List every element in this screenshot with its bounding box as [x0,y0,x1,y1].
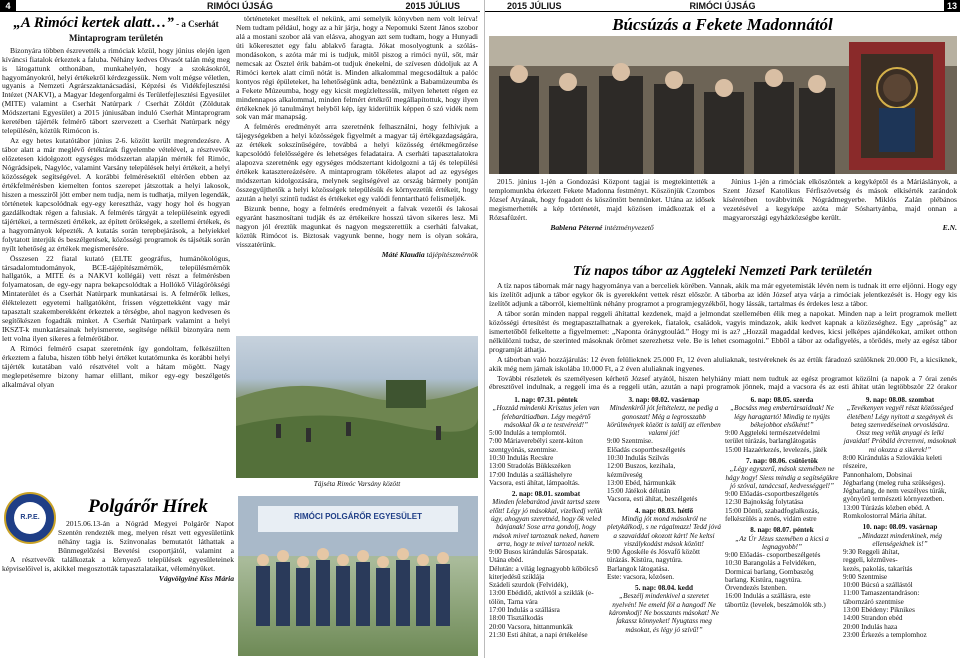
schedule-item: 20:00 Vacsora, hittanmunkák [489,622,573,631]
schedule-item: 21:30 Esti áhítat, a napi értékelése [489,630,588,639]
schedule-item: 9:30 Reggeli áhítat, [843,548,900,557]
paragraph: További részletek és személyesen kérhető József atyától, hiszen helyhiány miatt nem tudtuk az egész programot közölni (a napok a 7 órai zenés ébresztővel indulnak, a reggeli ima és a reggeli után, azután a napi programok jönnek, majd a vacsora és az esti áhítat után legtöbbször 22 órakor [489,373,957,392]
schedule-item: 23:00 Érkezés a templomhoz [843,630,927,639]
madonna-title: Búcsúzás a Fekete Madonnától [612,15,833,34]
signature-role: tájépítészmérnök [426,249,478,259]
schedule-column-1 [489,396,603,656]
schedule-day [843,396,957,520]
paragraph: Június 1-jén a rimóciak elköszöntek a kegyképtől és a Máriáslányok, a Szent József Katolikus Férfiszövetség és mások elkísérték zarándok kíséretében továbbvitték Nógrádmegyerbe. Miklós Zalán plébános vezetésével a kegyképe azóta már Sóshartyánba, majd onnan a magyarországi egyházközségbe került. [723,178,957,222]
paragraph: 2015. június 1-jén a Gondozási Központ tagjai is megtekintették a templomunkba érkezett Fekete Madonna festményt. Köszönjük Czombos József Atyának, hogy fogadott és köszöntött bennünket. Utána az idősek megismerhették a kép történetét, majd közösen imádkoztak el a Rózsafüzért. [489,178,715,222]
schedule-day [843,523,957,639]
day-motto: „Az Úr Jézus szemében a kicsi a legnagyobb!” [735,534,829,551]
polgaror-group-photo [238,496,478,656]
camp-text [489,282,957,392]
schedule-item: barlang. Kistúra, nagytúra. [725,575,802,584]
schedule-item: Jégbarlang (meleg ruha szükséges). [843,478,946,487]
schedule-item: 5:00 Indulás a templomtól. [489,429,567,438]
day-title: 1. nap: 07.31. péntek [514,396,578,404]
schedule-item: Barlangok látogatása. [607,564,670,573]
photo-banner: RIMÓCI POLGÁRŐR EGYESÜLET [293,512,422,521]
paragraph: A résztvevők találkoztak a környező települések egyesületeinek képviselőivel is, akikkel megosztották tapasztalataikat, véleményüket. [2,556,234,573]
schedule-item: 10:30 Barangolás a Felvidéken, [725,559,817,568]
day-motto: Minden felebarátod javát tartsd szem előtt! Légy jó másokkal, vizelkedj velük úgy, ahogyan szeretnéd, hogy ők veled bánjanak! Sose arra gondolj, hogy mások mivel tartoznak neked, hanem arra, hogy te mivel tartozol nekik. [489,498,603,548]
schedule-day [725,457,839,523]
schedule-day [607,584,721,634]
header-title: RIMÓCI ÚJSÁG [689,1,756,11]
page-number: 4 [0,0,16,12]
schedule-item: 17:00 Indulás a szállásra [489,606,560,615]
schedule-item: Este: vacsora, közösen. [607,572,675,581]
article-title-tail: - a Cserhát Mintaprogram területén [68,19,219,43]
schedule-item: 10:30 Indulás Recskre [489,453,554,462]
schedule-item: 14:00 Strandon ebéd [843,614,903,623]
schedule-item: kézműveség [607,470,643,479]
schedule-day [489,490,603,639]
header-date: 2015 JÚLIUS [507,1,562,11]
schedule-item: 16:00 Indulás a szállásra, este [725,592,811,601]
day-title: 2. nap: 08.01. szombat [511,490,581,499]
schedule-item: 15:00 Hazaérkezés, levelezés, játék [725,445,827,454]
paragraph: A Rimóci felmérő csapat szeretnénk így gondoltam, felkészülten érkeztem a faluba, hiszen több helyi értéket kutatómunka és korábbi helyi tájérték kutatában való résztvétel volt a hátam mögött. Nagy meglepetésemre bizony hamar elillant, mikor egy-egy beszélgetés alkalmával olyan [2,344,230,389]
paragraph: Az egy hetes kutatótábor június 2-6. között került megrendezésre. A tábor alatt a már meglévő értéktárak figyelembe vételével, a résztvevők előzetesen kidolgozott egységes módszertan alapján mérték fel Rimóc, Nógrádsipek, Nagylóc, valamint Varsány települések helyi értékeit, a helyi közösségek segítségével. A korábbi felmérésektől eltérően ebben az értékfelmérésben kiemelten fontos szerepet játszottak a helyi lakosok, hiszen a messziről jött ember nem tudja, nem is tudhatja, milyen legendák, történetek kapcsolódnak egy-egy keresztház, vagy hogy hol és hogyan gazdálkodtak régen a falusiak. A felmérés tárgyát a településeink egyedi tájértékei, a természeti értékek, az épített örökségek, a szellemi értékek, és a hagyományok képezték. A kutatás során terepbejárások, a helyiekkel folytatott interjúk és beszélgetések, közösségi programok és tájséták során nyílt lehetőség az értékek megismerésére. [2,136,230,253]
paragraph: A tíz napos tábornak már nagy hagyománya van a berceliek körében. Vannak, akik ma már egyetemisták lévén nem is tudnak itt erre eljönni. Hogy egy kis ízelítőt adjunk a tábor egykor ők is gyerekként vettek részt először. A táborba az idén József atya várja a rimóciak jelentkezését is. Hogy egy kis ízelítőt adjunk a táborról, kiemeltünk néhány programot a programjegyzékből, hogy lássák, tartalmas és érdekes lesz a tábor. [489,282,957,308]
schedule-item: 15:00 Döntő, szabadfoglalkozás, [725,506,820,515]
schedule-item: felkészülés a zenés, vidám estre [725,514,817,523]
polgaror-intro [58,520,234,556]
day-title: 9. nap: 08.08. szombat [865,396,935,404]
schedule-item: 13:00 Ebédeny: Piknikes [843,606,915,615]
schedule-item: reggeli, kézműves- [843,556,898,565]
schedule-item: 10:00 Búcsú a szállástól [843,581,913,590]
paragraph: A táborban való hozzájárulás: 12 éven felülieknek 25.000 Ft, 12 éven aluliaknak, testvéreknek és az értük fáradozó szülőknek 20.000 Ft, a kicsiknek, akik még nem járnak iskolába 10.000 Ft, a 2 éven aluliaknak ingyenes. [489,354,957,373]
schedule-item: 13:00 Ebédidő, aktívtól a sziklák (e- [489,589,594,598]
schedule-item: 7:00 Máriaverebélyi szent-kúton szentgyónás, szentmise. [489,437,583,454]
right-page [484,0,960,658]
schedule-item: Jégbarlang, de nem veszélyes túrák, [843,487,947,496]
day-motto: „Hozzád mindenki Krisztus jelen van felebarátiadban. Légy megértő másokkal ők a te testvéreid!” [492,404,600,429]
madonna-text-left [489,178,715,260]
polgaror-logo [4,492,56,544]
paragraph: A tábor során minden nappal reggeli áhítattal kezdenek, majd a jelmondat szellemében élik meg a napokat. Minden nap a leírt programok mellett közösségi értesítést és megtapasztalhatnak a gyerekek, fiatalok, családok, vagyis mindazok, akik kedvet kapnak a közözséghez. Egy „apróság” az ismertetőből felkeltette a figyelmemet: „Naponta óránygtoulád.” Hogy mi is az? „Hozzál magaddal kedves, kicsi jelképes ajándékokat, amiket otthon nélkülözni tudsz, de szerinted másoknak örömet szerezhetsz vele. Be is lehet csomagolni.” Ebből a tábor az odafigyelés, a törődés, mely az egész tábor programját áthatja. [489,308,957,354]
header-title: RIMÓCI ÚJSÁG [206,1,273,11]
schedule-item: Előadás csoportbeszélgetés [607,445,686,454]
article-column-1 [2,15,230,487]
schedule-item: 9:00 Szentmise. [607,437,653,446]
schedule-item: 10:30 Indulás Szilvás [607,453,669,462]
schedule-item: Délután: a világ legnagyobb kőbölcső kiterjedésű sziklája [489,564,598,581]
schedule-item: 9:00 Ágoskéle és Jósvafő között [607,548,701,557]
schedule-day [489,396,603,487]
article-title [2,15,230,44]
day-motto: „Légy egyszerű, mások szemében ne hágy hogy! Siess mindig a segítségükre jó szóval, tanáccsal, kedvességgel!” [725,465,839,490]
day-motto: „Tevékenyen vegyél részt közösséged életében! Légy nyitott a szegények és beteg szenvedéseinek orvoslására. Ossz meg velük anyagi és lelki javaidat! Próbáld ércrenvni, másoknak mi okozza a sikerek!” [843,404,957,454]
schedule-item: 13:00 Túrázás közben ebéd. A [843,503,931,512]
schedule-item: terület túrázás, barlanglátogatás [725,437,817,446]
hike-photo-art [236,336,478,478]
signature-name: Bablena Péterné [550,222,603,232]
day-title: 6. nap: 08.05. szerda [750,396,814,404]
paragraph: Bizunk benne, hogy a felmérés eredményeit a falvak vezetői és lakosai egyaránt hasznosítani tudják és az értékeikre hosszú távon sikeres lesz. Mi nagyon jól éreztük magunkat és nagyon megszerettük a cserháti falvakat, köztük Rimócot is. Biztosak vagyunk benne, hogy nem is olyan sokára, visszatérünk. [236,204,478,249]
day-motto: „Bocsáss meg embertársaidnak! Ne légy haragtartó! Mindig te nyújts békejobbot elsőként!” [730,404,834,429]
photo-caption: Tájséta Rimóc Varsány között [313,479,401,488]
paragraph: történeteket meséltek el nekünk, ami semelyik könyvben nem volt leírva! Nem tudtam például, hogy az a hír járja, hogy a Nepomuki Szent János szobor alá a mostani szobor alá van elásva, ahogyan azt sem tudtam, hogy a Hunyadi úti kőkeresztet egy falu ablakvő faragta. Jókat mosolyogtunk a szólás-mondásokon, s azóta már mi is tudjuk, mitől piszog a rimóci nyúl, sőt, már nemcsak az Ösztel érik babám-ot tudjuk énekelni, de szívesen dúdoljuk az A Rimóci kertek alatt című nótát is. Minden alkalommal megcsodáltuk a palóc kontyos régi épületeket, ha lehetőségünk adta, benéztünk a Babamúzeumba és a Fekete Múzeumba, hogy egy kicsit megízleltessük, milyen lehetett régen ez mindennapos alkalommal, minden felmért értékről megállapítottuk, hogy ilyen értékeknek jó tanulmányt helyből kép, így kiderültük képpen ő szó vidék nem sok van már manapság. [236,15,478,122]
schedule-item: 9:00 Aggteleki természetvédelmi [725,429,821,438]
schedule-item: 8:00 Kirándulás a Szlovákia keleti részeire, [843,453,943,471]
schedule-day [725,526,839,609]
signature [236,251,478,260]
schedule-item: kezés, pakolás, takarítás [843,564,913,573]
paragraph: 2015.06.13-án a Nógrád Megyei Polgárőr Napot Szentén rendezték meg, melyen részt vett egyesületünk néhány tagja is. Színvonalas bemutatót láthattak a Bűnmegelőzési Bevetési csoportjától, valamint a [58,520,234,555]
paragraph: Bizonyára többen észrevették a rimóciak közül, hogy június elején igen kíváncsi fiatalok érkeztek a faluba. Néhány kedves Olvasót talán még meg is látogattunk otthonában, munkahelyén, hogy a szokásokról, hagyományokról, helyi értékekről kérdezgessük. Nem volt mégse véletlen, ugyanis a Nemzeti Agrárszaktanácsadási, Képzési és Vidékfejlesztési Intézet (NAKVI), a Magyar Idegenforgalmi és Területfejlesztési Egyesület (MITE) valamint a Cserhát Natúrpark / Cserhát Zöldút (Zöldutak Módszertani Egyesület) a 2015 júniusában induló Cserhát Mintaprogram keretében tájérték felmérő tábort szervezett a Cserhát Natúrpark négy településén, köztük Rimócon is. [2,45,230,136]
page-number: 13 [944,0,960,12]
schedule-column-2 [607,396,721,656]
schedule-item: gyönyörű természeti környezetben. [843,495,945,504]
header-date: 2015 JÚLIUS [405,1,460,11]
schedule-item: tábornzáró szentmise [843,597,904,606]
schedule-column-3 [725,396,839,656]
polgaror-body [2,556,234,656]
schedule-item: tábortűz (levelek, beszámolók stb.) [725,600,826,609]
schedule-item: 12:00 Buszos, kezihala, [607,462,676,471]
schedule-item: Vacsora, esti áhítat, beszélgetés [607,495,698,504]
schedule-item: 11:00 Tamaszentandráson: [843,589,920,598]
day-title: 3. nap: 08.02. vasárnap [628,396,700,404]
polgaror-title: Polgárőr Hírek [88,496,208,517]
signature-role: intézményvezető [604,222,654,232]
page-header [485,0,960,12]
schedule-item: Romkolostorral Mária áhítat. [843,511,927,520]
article-column-2 [236,15,478,333]
paragraph: Összesen 22 fiatal kutató (ELTE geográfus, humánökológus, társadalomtudományok, BCE-tájépítészmérnök, településmérnök hallgatók, a MITE és a NAKVI kollégái) vett részt a felmérésben folyamatosan, de egy-egy napra bekapcsolódtak a Hollókő Világörökségi Mintaterület és a Cserhát Natúrpark munkatársai is. A felmérők lelkes, éléktelezett egyetemi hallgatóként, frissen végzettekként vagy már tapasztalt szakemberekként érkeztek a térségbe, ahol nagyon kedvesen és segítőkészen fogadták minket. A Cserhát Natúrpark valamint a helyi IKSZT-k munkatársainak helyismerete, segítsége nélkül bizonyára nem lett volna ilyen sikeres a felmérőtábor. [2,253,230,344]
day-motto: Mindenkiről jót feltételezz, ne pedig a gonoszat! Még a legrosszabb körülmények között is találj az ellenben valami jót! [607,404,721,438]
schedule-item: 9:00 Előadás-csoportbeszélgetés [725,490,819,499]
day-title: 5. nap: 08.04. kedd [635,584,693,593]
schedule-item: 20:00 Indulás haza [843,622,898,631]
schedule-item: 15:00 Játékok délután [607,487,671,496]
schedule-item: 17:00 Indulás a szálláshelyre [489,470,573,479]
day-title: 4. nap: 08.03. hétfő [634,506,694,515]
day-title: 8. nap: 08.07. péntek [750,526,814,535]
day-title: 7. nap: 08.06. csütörtök [746,456,818,465]
schedule-item: Dormicai barlang, Gombaszög [725,567,814,576]
schedule-item: 9:00 Szentmise [843,572,888,581]
schedule-item: 12:30 Bajnokság folytatása [725,498,804,507]
camp-title: Tíz napos tábor az Aggteleki Nemzeti Park területén [572,264,873,279]
schedule-item: Szádeli szurdok (Felvidék), [489,581,569,590]
madonna-text-right [723,178,957,260]
schedule-item: 13:00 Stradolás Bükkszéken [489,462,571,471]
schedule-item: 9:00 Busos kirándulás Sárospatak. Utána ebéd. [489,548,589,565]
schedule-item: 18:00 Tisztálkodás [489,614,544,623]
schedule-item: Örvendezés Istenben. [725,584,787,593]
logo-inner-text: R.P.E. [14,502,46,534]
schedule-item: 9:00 Előadás- csoportbeszélgetés [725,551,821,560]
day-motto: „Beszélj mindenkivel a szeretet nyelvén! Ne emeld föl a hangod! Ne káromkodj! Ne bosszants másokat! Ne fakassz könnyeket! Nyugtass meg másokat, és légy jó szívű!” [609,592,719,634]
paragraph: A felmérés eredményét arra szeretnénk felhasználni, hogy felhívjuk a tájegységekben a helyi közösségek figyelmét a magyar táj értékgazdagságára, az értékek sokszínűségére, továbbá a helyi közösség értékmegőrzése kapcsolódó felelősségére és lehetséges feladataira. A cserháti tapasztalatokra alapozva szeretnénk egy egységes módszertant kidolgozni a táj és települési értékek katasztereázésére. A mintaprogram tökéletes alapot ad az egységes módszertan kidolgozására, melynek segítségével az ország bármely pontján összegyűjthetők a helyi közösségek településük és környezetük értékeit, hogy azután a helyi szintű tudást és értékeket egy valódi fenntartható felismeljék. [236,122,478,204]
schedule-day [607,507,721,582]
schedule-day [607,396,721,504]
article-title-main: „A Rimóci kertek alatt…” [13,15,174,31]
hike-photo [236,336,478,478]
schedule-item: Pannonhalom, Dobsinai [843,470,913,479]
signature: Vágvölgyiné Kiss Mária [158,573,234,583]
signature [489,224,715,233]
schedule-column-4 [843,396,957,656]
schedule-item: tölön, Tarna vára [489,597,538,606]
signature-name: Máté Klaudia [381,249,425,259]
schedule-item: túrázás. Kistúra, nagytúra. [607,556,683,565]
page-header [0,0,480,12]
schedule-item: Vacsora, esti áhítat, lámpaoltás. [489,478,580,487]
day-title: 10. nap: 08.09. vasárnap [862,523,938,532]
madonna-photo-art [489,36,957,174]
day-motto: Mindig jót mond másokról ne pletykálkodj, s ne rágalmazz! Tedd jóvá a szavaiddal okozott kárt! Ne keltsi viszálykodást mások között! [607,514,721,548]
day-motto: „Mindazzt mindenkinek, még ellenségeidnek is!” [857,531,943,548]
schedule-item: 13:00 Ebéd, hármunkák [607,478,676,487]
signature: E.N. [942,222,957,232]
madonna-photo [489,36,957,174]
schedule-day [725,396,839,454]
